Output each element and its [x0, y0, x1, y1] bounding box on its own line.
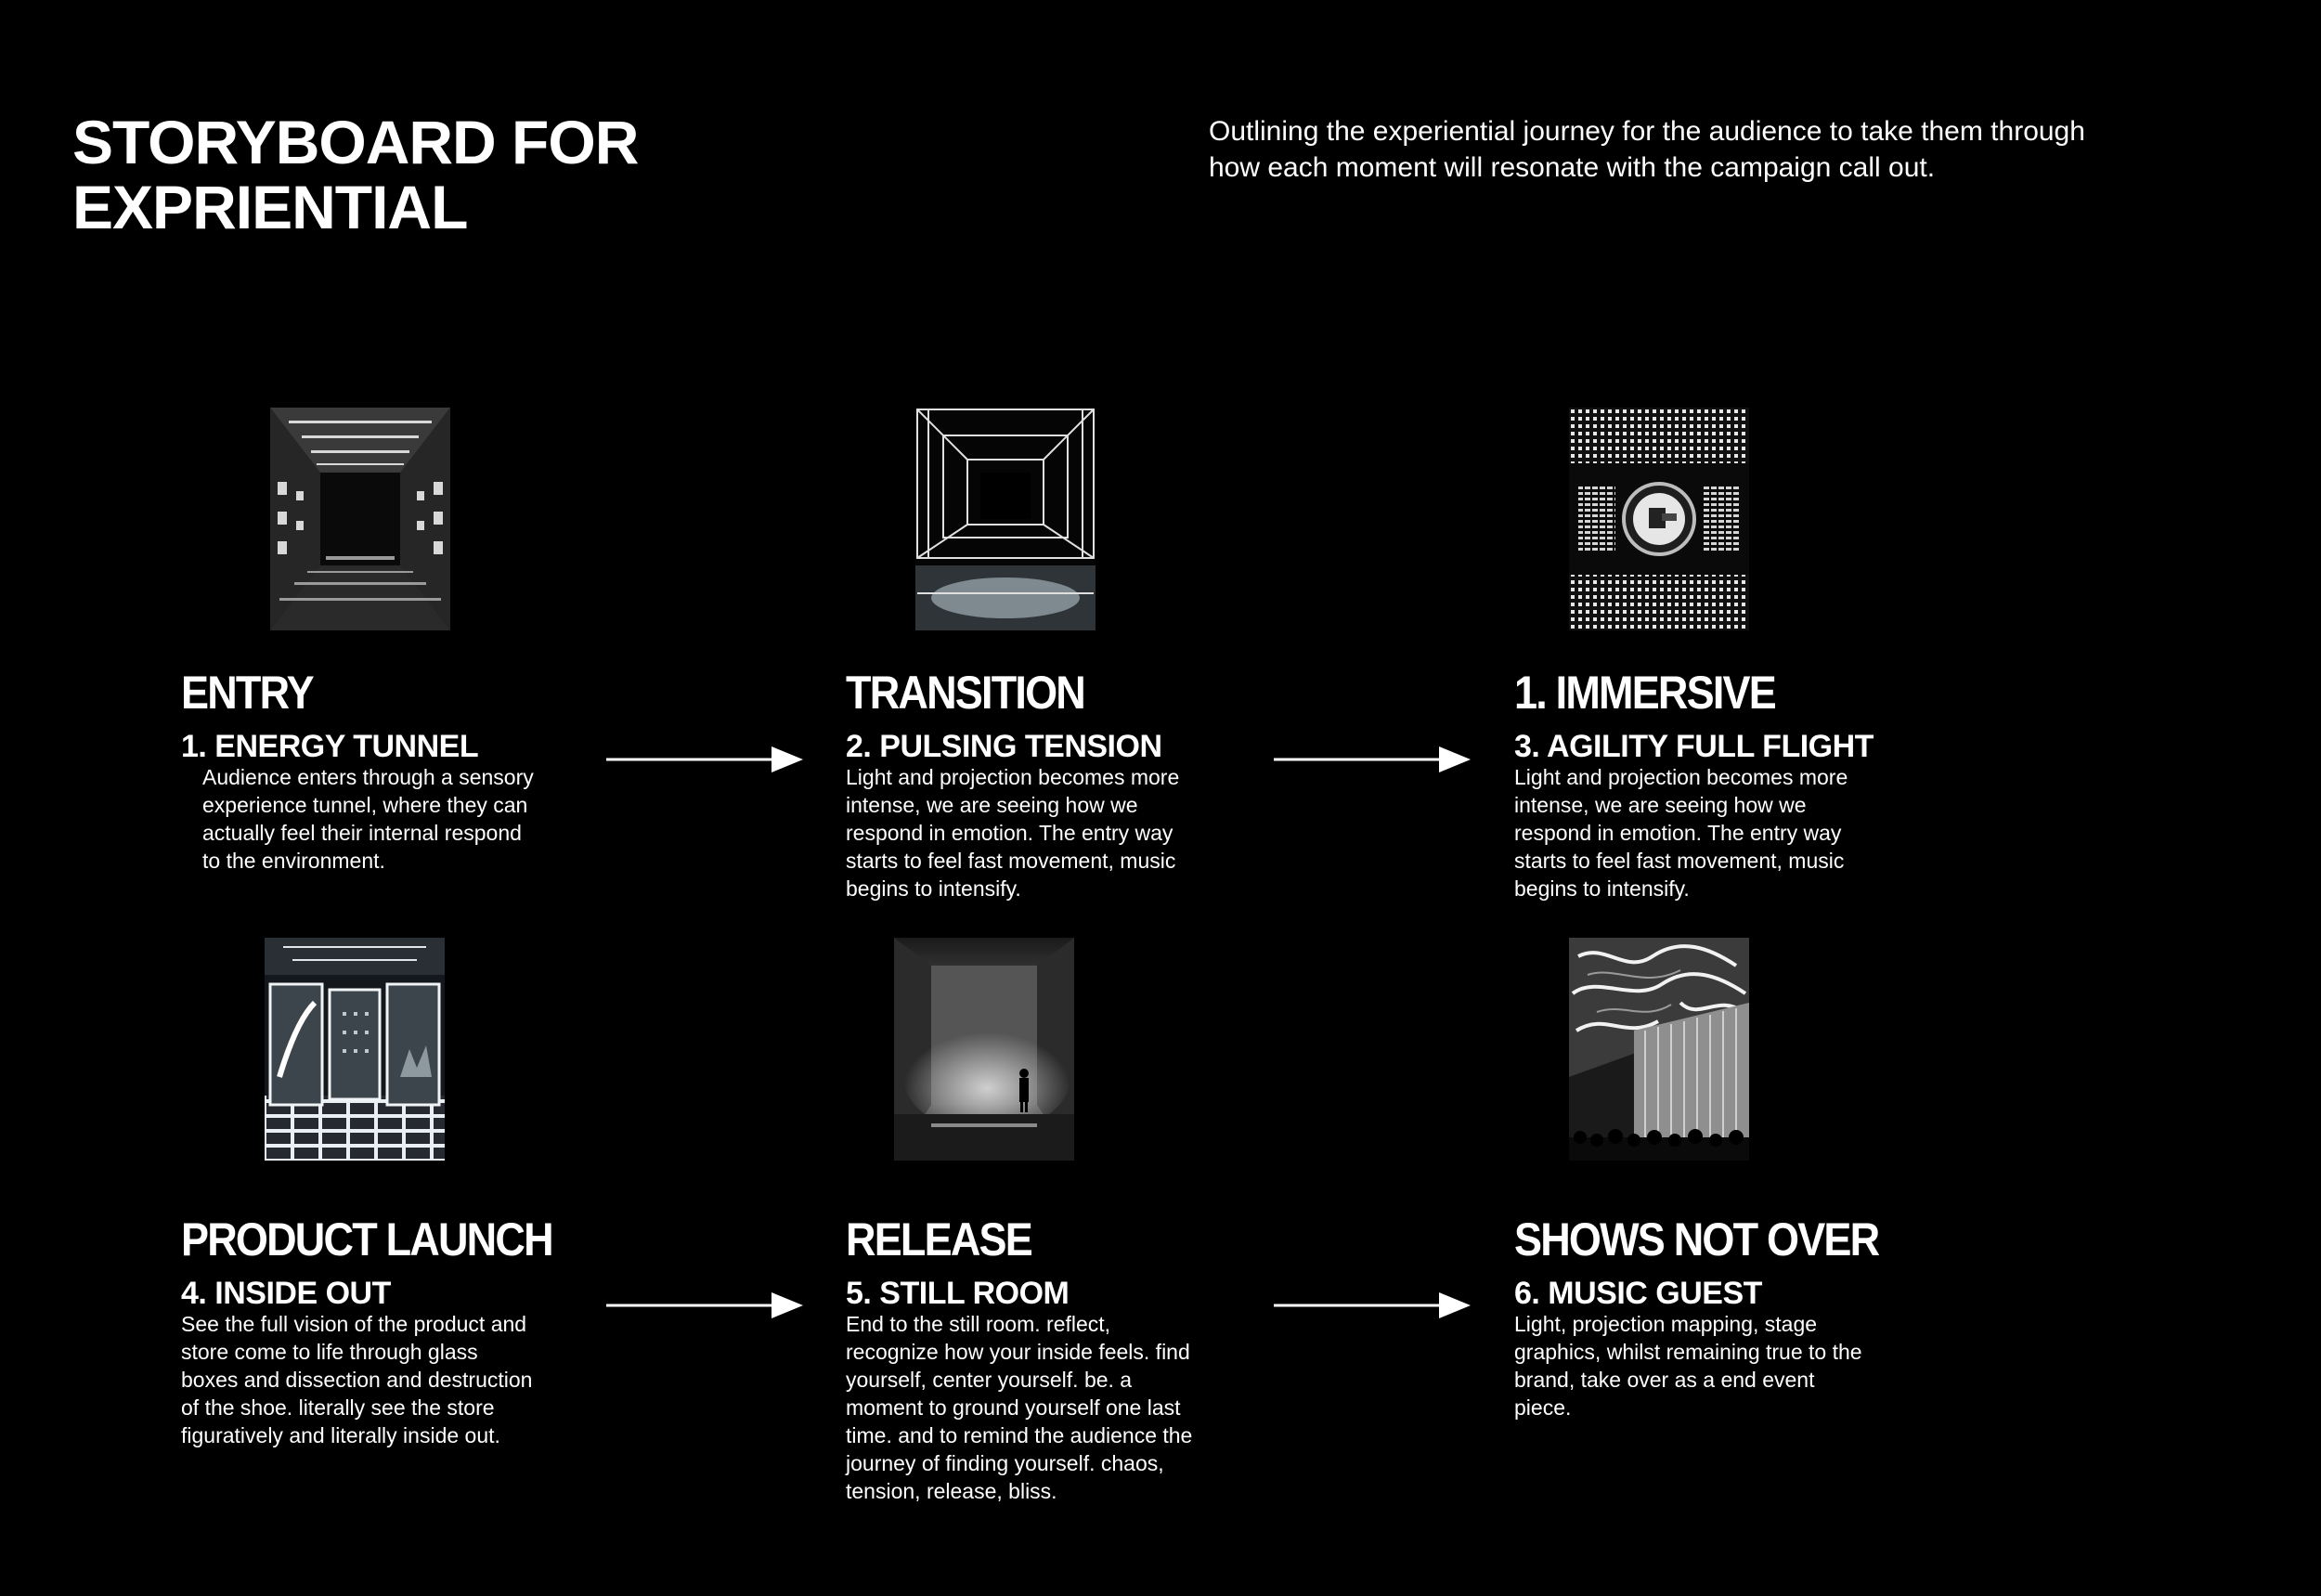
stage-description [1514, 1310, 1913, 1421]
right-arrow-icon [606, 1287, 803, 1324]
stage-subheading: 2. PULSING TENSION [846, 729, 1162, 764]
projection-stage-image [1569, 938, 1749, 1161]
still-room-image [894, 938, 1074, 1161]
right-arrow-icon [606, 741, 803, 778]
description-line: to the environment. [202, 849, 385, 873]
description-line: tension, release, bliss. [846, 1479, 1057, 1503]
stage-subheading: 3. AGILITY FULL FLIGHT [1514, 729, 1874, 764]
stage-heading: PRODUCT LAUNCH [181, 1213, 552, 1265]
description-line: figuratively and literally inside out. [181, 1423, 500, 1447]
stage-subheading: 1. ENERGY TUNNEL [181, 729, 479, 764]
description-line: begins to intensify. [846, 876, 1021, 901]
stage-description [1514, 763, 1913, 902]
description-line: of the shoe. literally see the store [181, 1395, 495, 1420]
description-line: yourself, center yourself. be. a [846, 1368, 1133, 1392]
intro-line: Outlining the experiential journey for the audience to take them through [1209, 116, 2085, 147]
description-line: starts to feel fast movement, music [1514, 849, 1845, 873]
light-tunnel-image [270, 408, 450, 630]
wireframe-corridor-image [915, 408, 1096, 630]
intro-line: how each moment will resonate with the campaign call out. [1209, 152, 1936, 183]
stage-subheading: 5. STILL ROOM [846, 1276, 1070, 1311]
title-line: STORYBOARD FOR [72, 108, 639, 176]
description-line: graphics, whilst remaining true to the [1514, 1340, 1862, 1364]
description-line: Light and projection becomes more [846, 765, 1180, 789]
description-line: store come to life through glass [181, 1340, 478, 1364]
description-line: piece. [1514, 1395, 1572, 1420]
stage-subheading: 4. INSIDE OUT [181, 1276, 391, 1311]
stage-description [202, 763, 602, 875]
description-line: actually feel their internal respond [202, 821, 522, 845]
led-room-image [1569, 408, 1749, 630]
description-line: journey of finding yourself. chaos, [846, 1451, 1164, 1475]
description-line: moment to ground yourself one last [846, 1395, 1181, 1420]
description-line: intense, we are seeing how we [846, 793, 1138, 817]
stage-heading: SHOWS NOT OVER [1514, 1213, 1879, 1265]
description-line: intense, we are seeing how we [1514, 793, 1807, 817]
right-arrow-icon [1274, 1287, 1471, 1324]
description-line: respond in emotion. The entry way [846, 821, 1173, 845]
page-title [72, 110, 638, 240]
stage-heading: TRANSITION [846, 667, 1084, 719]
description-line: Light and projection becomes more [1514, 765, 1848, 789]
stage-heading: 1. IMMERSIVE [1514, 667, 1775, 719]
description-line: experience tunnel, where they can [202, 793, 528, 817]
description-line: End to the still room. reflect, [846, 1312, 1111, 1336]
stage-description [181, 1310, 580, 1449]
stage-description [846, 763, 1245, 902]
stage-heading: ENTRY [181, 667, 313, 719]
description-line: time. and to remind the audience the [846, 1423, 1193, 1447]
stage-subheading: 6. MUSIC GUEST [1514, 1276, 1762, 1311]
description-line: respond in emotion. The entry way [1514, 821, 1842, 845]
description-line: recognize how your inside feels. find [846, 1340, 1190, 1364]
description-line: Audience enters through a sensory [202, 765, 534, 789]
stage-heading: RELEASE [846, 1213, 1031, 1265]
intro-text [1209, 113, 2230, 186]
description-line: Light, projection mapping, stage [1514, 1312, 1818, 1336]
glass-boxes-image [265, 938, 445, 1161]
description-line: starts to feel fast movement, music [846, 849, 1176, 873]
description-line: boxes and dissection and destruction [181, 1368, 533, 1392]
description-line: begins to intensify. [1514, 876, 1690, 901]
description-line: See the full vision of the product and [181, 1312, 527, 1336]
right-arrow-icon [1274, 741, 1471, 778]
stage-description [846, 1310, 1245, 1505]
title-line: EXPRIENTIAL [72, 173, 468, 241]
description-line: brand, take over as a end event [1514, 1368, 1815, 1392]
